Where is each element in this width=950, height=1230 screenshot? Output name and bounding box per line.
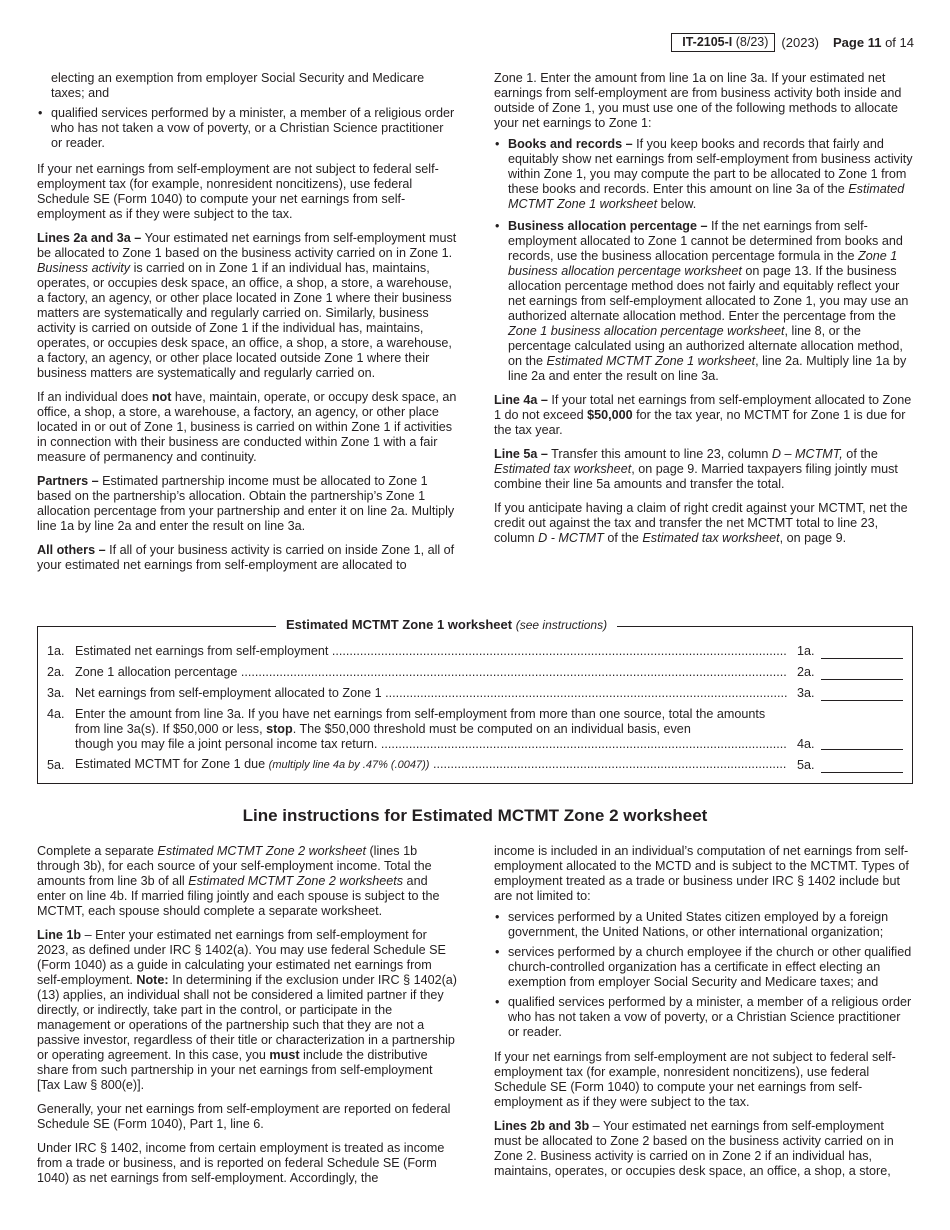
bullet-foreign-gov: • services performed by a United States citizen employed by a foreign government, the United Nations, or other international organization;	[494, 910, 914, 940]
para-lines-2b-3b: Lines 2b and 3b – Your estimated net earnings from self-employment must be allocated to Zone 2 based on the business activity carried on in Zone 2. Business activity is carried on in Zone 2 if an individual has, maintains, operates, or occupies desk space, an office, a shop, a store,	[494, 1119, 894, 1178]
bullet-list	[37, 106, 457, 151]
para-zone2-intro: Complete a separate Estimated MCTMT Zone 2 worksheet (lines 1b through 3b), for each source of your self-employment income. Total the amounts from line 3b of all Estimated MCTMT Zone 2 worksheets and enter on line 4b. If married filing jointly and each spouse is subject to the MCTMT, each spouse should complete a separate worksheet.	[37, 844, 440, 918]
bullet-church-employee: • services performed by a church employee if the church or other qualified church-controlled organization has a certificate in effect electing an exemption from employer Social Security and Medicare taxes; and	[494, 945, 914, 990]
page-number: Page 11 of 14	[833, 35, 914, 50]
worksheet-title: Estimated MCTMT Zone 1 worksheet (see instructions)	[276, 617, 617, 633]
para-zone1-cont: Zone 1. Enter the amount from line 1a on line 3a. If your estimated net earnings from self-employment are from business activity both inside and outside of Zone 1, you must use one of the following methods to allocate your net earnings to Zone 1:	[494, 71, 902, 130]
para-claim-of-right: If you anticipate having a claim of right credit against your MCTMT, net the credit out against the tax and transfer the net MCTMT total to line 23, column D - MCTMT of the Estimated tax worksheet, on page 9.	[494, 501, 908, 545]
zone2-right-column	[494, 844, 914, 1188]
bullet-business-allocation: • Business allocation percentage – If the net earnings from self-employment allocated to Zone 1 cannot be determined from books and records, use the business allocation percentage formula in the Zone 1 business allocation percentage worksheet on page 13. If the business allocation percentage method does not fairly and equitably reflect your net earnings from self-employment allocated to Zone 1, you may use an authorized alternate allocation method. Enter the percentage from the Zone 1 business allocation percentage worksheet, line 8, or the percentage calculated using an authorized alternate allocation method, on the Estimated MCTMT Zone 1 worksheet, line 2a. Multiply line 1a by line 2a and enter the result on line 3a.	[494, 219, 914, 384]
input-line-4a[interactable]	[821, 737, 903, 750]
left-column-top	[37, 71, 457, 582]
para-se: If your net earnings from self-employment are not subject to federal self-employment tax (for example, nonresident noncitizens), use federal Schedule SE (Form 1040) to compute your net earnings from self-employment as if they were subject to the tax.	[37, 162, 439, 221]
para-all-others: All others – If all of your business activity is carried on inside Zone 1, all of your estimated net earnings from self-employment are allocated to	[37, 543, 455, 572]
bullet-continuation: electing an exemption from employer Social Security and Medicare taxes; and	[51, 71, 425, 100]
para-line-4a: Line 4a – If your total net earnings from self-employment allocated to Zone 1 do not exceed $50,000 for the tax year, no MCTMT for Zone 1 is due for the tax year.	[494, 393, 912, 437]
zone2-section-title: Line instructions for Estimated MCTMT Zone 2 worksheet	[242, 806, 708, 825]
input-line-2a[interactable]	[821, 667, 903, 680]
employment-types-list	[494, 910, 914, 1040]
worksheet-row-5a: 5a. Estimated MCTMT for Zone 1 due (multiply line 4a by .47% (.0047)) ..... 5a.	[47, 757, 903, 773]
para-not: If an individual does not have, maintain, operate, or occupy desk space, an office, a shop, a store, a warehouse, a factory, an agency, or other place located in or out of Zone 1, business is carried on within Zone 1 if activities in connection with their business are conducted within Zone 1 with a fair measure of permanency and continuity.	[37, 390, 457, 464]
worksheet-row-1a: 1a. Estimated net earnings from self-employment ..... 1a.	[47, 644, 903, 659]
para-irc-cont: income is included in an individual’s computation of net earnings from self-employment allocated to the MCTD and is subject to the MCTMT. Types of employment treated as a trade or business under IRC § 1402 include but are not limited to:	[494, 844, 909, 903]
bullet-minister: • qualified services performed by a minister, a member of a religious order who has not taken a vow of poverty, or a Christian Science practitioner or reader.	[37, 106, 457, 151]
para-partners: Partners – Estimated partnership income must be allocated to Zone 1 based on the partnership’s allocation. Obtain the partnership’s Zone 1 allocation percentage from your partnership and enter it on line 2a. Multiply line 1a by line 2a and enter the result on line 3a.	[37, 474, 455, 533]
bullet-minister-2: • qualified services performed by a minister, a member of a religious order who has not taken a vow of poverty, or a Christian Science practitioner or reader.	[494, 995, 914, 1040]
para-line-1b: Line 1b – Enter your estimated net earnings from self-employment for 2023, as defined under IRC § 1402(a). You may use federal Schedule SE (Form 1040) as a guide in calculating your estimated net earnings from self-employment. Note: In determining if the exclusion under IRC § 1402(a)(13) applies, an individual shall not be considered a limited partner if they directly, or indirectly, take part in the control, or participate in the management or operations of the partnership such that they are not a passive investor, regardless of their title or characterization in a partnership or operating agreement. In this case, you must include the distributive share from such partnership in your net earnings from self-employment [Tax Law § 800(e)].	[37, 928, 457, 1092]
methods-list	[494, 137, 914, 384]
page-header	[671, 33, 914, 52]
form-id-box: IT-2105-I (8/23)	[671, 33, 775, 52]
para-lines-2a-3a: Lines 2a and 3a – Your estimated net earnings from self-employment must be allocated to Zone 1 based on the business activity carried on in Zone 1. Business activity is carried on in Zone 1 if an individual has, maintains, operates, or occupies desk space, an office, a shop, a store, a warehouse, a factory, an agency, or other place located in Zone 1 where their business matters are systematically and regularly carried on. Similarly, business activity is carried on outside of Zone 1 if the individual has, maintains, operates, or occupies desk space, an office, a shop, a store, a warehouse, a factory, an agency, or other place located outside Zone 1 where their business matters are systematically and regularly carried on.	[37, 231, 457, 380]
zone2-left-column	[37, 844, 457, 1195]
para-irc-1402: Under IRC § 1402, income from certain employment is treated as income from a trade or business, and is reported on federal Schedule SE (Form 1040) as net earnings from self-employment. Accordingly, the	[37, 1141, 445, 1185]
input-line-1a[interactable]	[821, 646, 903, 659]
bullet-books-records: • Books and records – If you keep books and records that fairly and equitably show net earnings from self-employment from business activity within Zone 1, you may compute the part to be allocated to Zone 1 from these books and records. Enter this amount on line 3a of the Estimated MCTMT Zone 1 worksheet below.	[494, 137, 914, 212]
para-generally: Generally, your net earnings from self-employment are reported on federal Schedule SE (Form 1040), Part 1, line 6.	[37, 1102, 451, 1131]
tax-year: (2023)	[781, 35, 819, 50]
input-line-5a[interactable]	[821, 760, 903, 773]
worksheet-row-2a: 2a. Zone 1 allocation percentage ..... 2a.	[47, 665, 903, 680]
right-column-top	[494, 71, 914, 555]
row-4a-text: Enter the amount from line 3a. If you have net earnings from self-employment from more than one source, total the amounts from line 3a(s). If $50,000 or less, stop. The $50,000 threshold must be computed on an individual basis, even	[75, 707, 766, 736]
worksheet-row-3a: 3a. Net earnings from self-employment allocated to Zone 1 ..... 3a.	[47, 686, 903, 701]
para-se-2: If your net earnings from self-employment are not subject to federal self-employment tax (for example, nonresident noncitizens), use federal Schedule SE (Form 1040) to compute your net earnings from self-employment as if they were subject to the tax.	[494, 1050, 896, 1109]
para-line-5a: Line 5a – Transfer this amount to line 23, column D – MCTMT, of the Estimated tax worksheet, on page 9. Married taxpayers filing jointly must combine their line 5a amounts and transfer the total.	[494, 447, 898, 491]
input-line-3a[interactable]	[821, 688, 903, 701]
row-4a-last-line: though you may file a joint personal income tax return. .....	[75, 737, 787, 752]
